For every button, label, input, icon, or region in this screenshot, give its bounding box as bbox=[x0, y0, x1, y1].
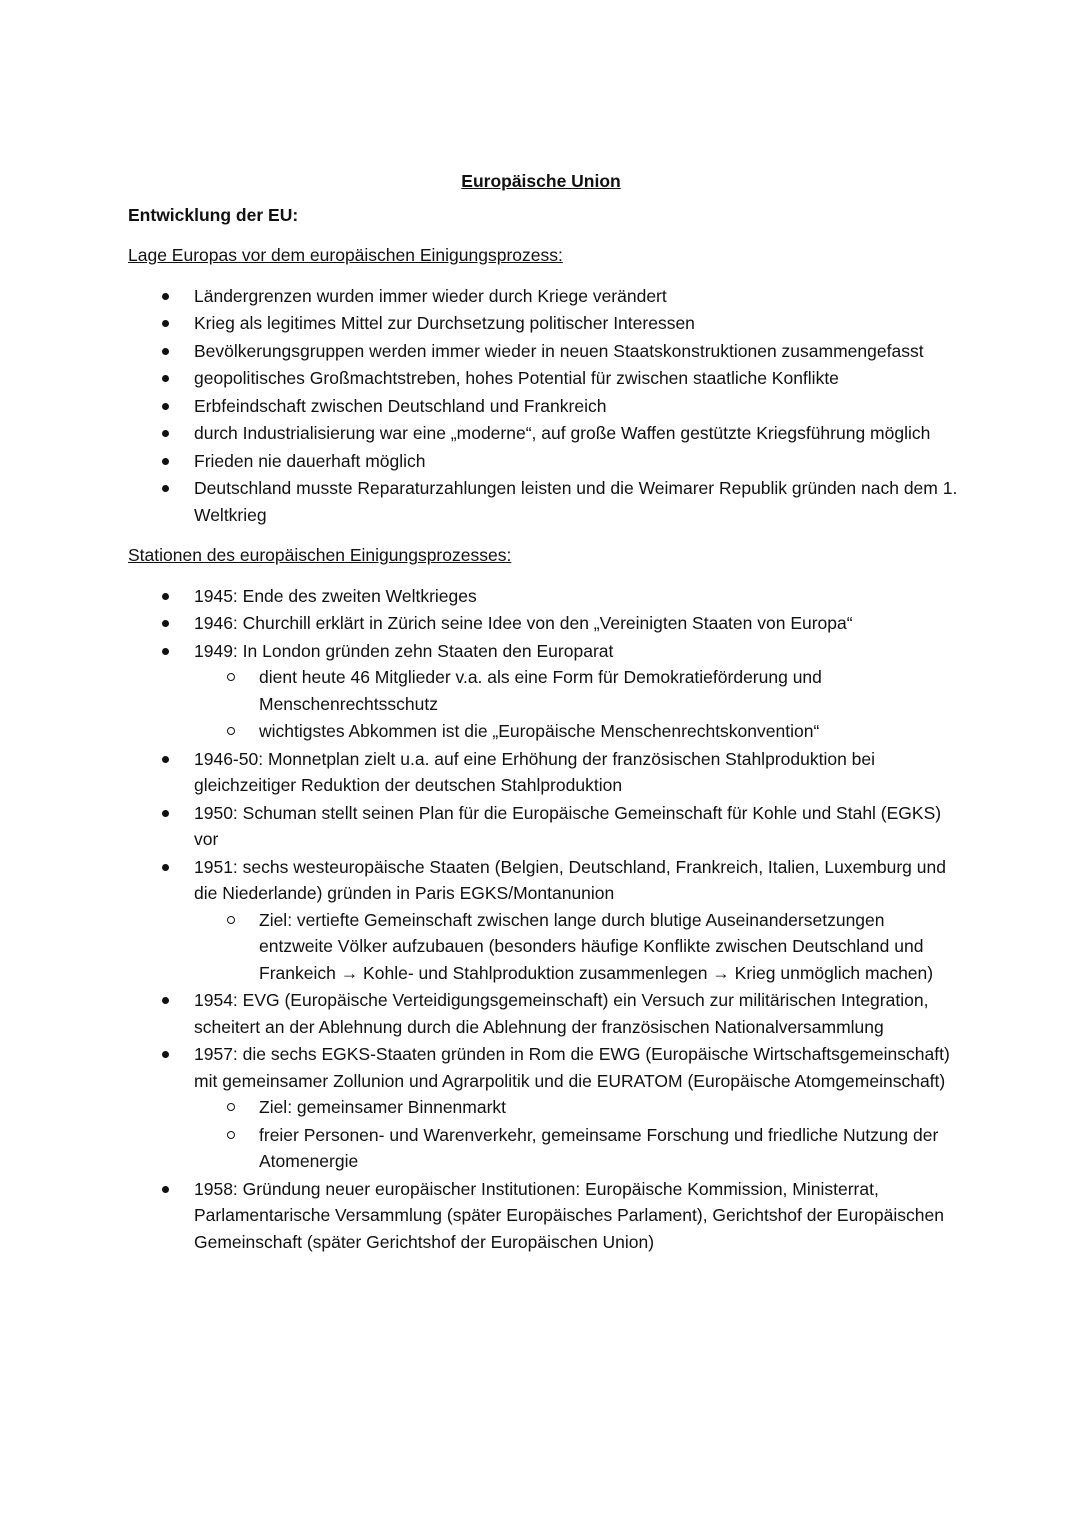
bullet-list bbox=[128, 283, 958, 529]
list-item-text: 1946: Churchill erklärt in Zürich seine Idee von den „Vereinigten Staaten von Europa“ bbox=[194, 613, 853, 633]
list-item-text: durch Industrialisierung war eine „moderne“, auf große Waffen gestützte Kriegsführung möglich bbox=[194, 423, 931, 443]
list-item bbox=[128, 1176, 958, 1256]
list-item-text: 1946-50: Monnetplan zielt u.a. auf eine Erhöhung der französischen Stahlproduktion bei gleichzeitiger Reduktion der deutschen Stahlproduktion bbox=[194, 748, 876, 795]
list-item bbox=[128, 365, 958, 392]
list-item bbox=[128, 987, 958, 1040]
bullet-icon bbox=[162, 648, 169, 655]
bullet-icon bbox=[162, 756, 169, 763]
bullet-icon bbox=[162, 320, 169, 327]
list-item-text: Frieden nie dauerhaft möglich bbox=[194, 450, 426, 471]
sub-list-item-text: wichtigstes Abkommen ist die „Europäische Menschenrechtskonvention“ bbox=[259, 721, 820, 741]
bullet-icon bbox=[162, 810, 169, 817]
sub-list-item-text: Ziel: gemeinsamer Binnenmarkt bbox=[259, 1097, 507, 1117]
list-item-text: 1951: sechs westeuropäische Staaten (Belgien, Deutschland, Frankreich, Italien, Luxemburg und die Niederlande) gründen in Paris EGKS/Montanunion bbox=[194, 856, 946, 903]
document-title: Europäische Union bbox=[461, 171, 621, 191]
sub-list-item bbox=[194, 1122, 958, 1175]
section-heading: Entwicklung der EU: bbox=[128, 204, 299, 225]
bullet-icon bbox=[162, 458, 169, 465]
circle-bullet-icon bbox=[227, 673, 235, 681]
list-item-text: Bevölkerungsgruppen werden immer wieder in neuen Staatskonstruktionen zusammengefasst bbox=[194, 340, 924, 361]
document-page bbox=[128, 168, 958, 1269]
list-item bbox=[128, 583, 958, 610]
list-item bbox=[128, 393, 958, 420]
list-item bbox=[128, 854, 958, 987]
list-item bbox=[128, 448, 958, 475]
bullet-icon bbox=[162, 593, 169, 600]
list-item bbox=[128, 800, 958, 853]
circle-bullet-icon bbox=[227, 727, 235, 735]
sub-list bbox=[194, 1094, 958, 1175]
list-item bbox=[128, 610, 958, 637]
bullet-icon bbox=[162, 348, 169, 355]
sub-list-item bbox=[194, 1094, 958, 1121]
bullet-icon bbox=[162, 1186, 169, 1193]
list-item bbox=[128, 1041, 958, 1175]
sub-list bbox=[194, 664, 958, 745]
list-item bbox=[128, 638, 958, 745]
bullet-icon bbox=[162, 375, 169, 382]
bullet-icon bbox=[162, 1051, 169, 1058]
list-item-text: Krieg als legitimes Mittel zur Durchsetzung politischer Interessen bbox=[194, 313, 695, 333]
sub-list-item bbox=[194, 664, 958, 717]
sub-list bbox=[194, 907, 958, 987]
subsection-heading: Stationen des europäischen Einigungsprozesses: bbox=[128, 545, 512, 565]
list-item bbox=[128, 283, 958, 310]
bullet-icon bbox=[162, 485, 169, 492]
sub-list-item-text: freier Personen- und Warenverkehr, gemeinsame Forschung und friedliche Nutzung der Atomenergie bbox=[259, 1124, 939, 1171]
bullet-icon bbox=[162, 620, 169, 627]
bullet-icon bbox=[162, 430, 169, 437]
list-item-text: 1957: die sechs EGKS-Staaten gründen in Rom die EWG (Europäische Wirtschaftsgemeinschaft) mit gemeinsamer Zollunion und Agrarpolitik und die EURATOM (Europäische Atomgemeinschaft) bbox=[194, 1044, 950, 1091]
list-item bbox=[128, 746, 958, 799]
list-item bbox=[128, 310, 958, 337]
list-item-text: Ländergrenzen wurden immer wieder durch Kriege verändert bbox=[194, 285, 667, 306]
bullet-icon bbox=[162, 403, 169, 410]
bullet-icon bbox=[162, 293, 169, 300]
sub-list-item bbox=[194, 907, 958, 987]
sub-list-item-text: dient heute 46 Mitglieder v.a. als eine Form für Demokratieförderung und Menschenrechtsschutz bbox=[259, 667, 822, 714]
list-item bbox=[128, 475, 958, 528]
list-item-text: Deutschland musste Reparaturzahlungen leisten und die Weimarer Republik gründen nach dem 1. Weltkrieg bbox=[194, 478, 958, 525]
list-item-text: 1950: Schuman stellt seinen Plan für die Europäische Gemeinschaft für Kohle und Stahl (EGKS) vor bbox=[194, 802, 942, 849]
sub-list-item-text: Ziel: vertiefte Gemeinschaft zwischen lange durch blutige Auseinandersetzungen entzweite Völker aufzubauen (besonders häufige Konflikte zwischen Deutschland und Frankeich → Kohle- und Stahlproduktion zusammenlegen → Krieg unmöglich machen) bbox=[259, 909, 934, 983]
circle-bullet-icon bbox=[227, 1131, 235, 1139]
list-item-text: 1954: EVG (Europäische Verteidigungsgemeinschaft) ein Versuch zur militärischen Integration, scheitert an der Ablehnung durch die Ablehnung der französischen Nationalversammlung bbox=[194, 990, 929, 1037]
list-item-text: 1958: Gründung neuer europäischer Institutionen: Europäische Kommission, Ministerrat, Parlamentarische Versammlung (später Europäisches Parlament), Gerichtshof der Europäischen Gemeinschaft (später Gerichtshof der Europäischen Union) bbox=[194, 1178, 944, 1252]
subsection-heading: Lage Europas vor dem europäischen Einigungsprozess: bbox=[128, 245, 563, 265]
bullet-icon bbox=[162, 997, 169, 1004]
circle-bullet-icon bbox=[227, 1103, 235, 1111]
bullet-icon bbox=[162, 864, 169, 871]
list-item-text: geopolitisches Großmachtstreben, hohes Potential für zwischen staatliche Konflikte bbox=[194, 368, 839, 388]
list-item bbox=[128, 420, 958, 447]
list-item-text: 1949: In London gründen zehn Staaten den Europarat bbox=[194, 640, 614, 661]
list-item bbox=[128, 338, 958, 365]
circle-bullet-icon bbox=[227, 916, 235, 924]
sub-list-item bbox=[194, 718, 958, 745]
bullet-list bbox=[128, 583, 958, 1256]
subsections-container bbox=[128, 242, 958, 1255]
list-item-text: 1945: Ende des zweiten Weltkrieges bbox=[194, 585, 477, 606]
list-item-text: Erbfeindschaft zwischen Deutschland und Frankreich bbox=[194, 395, 607, 416]
